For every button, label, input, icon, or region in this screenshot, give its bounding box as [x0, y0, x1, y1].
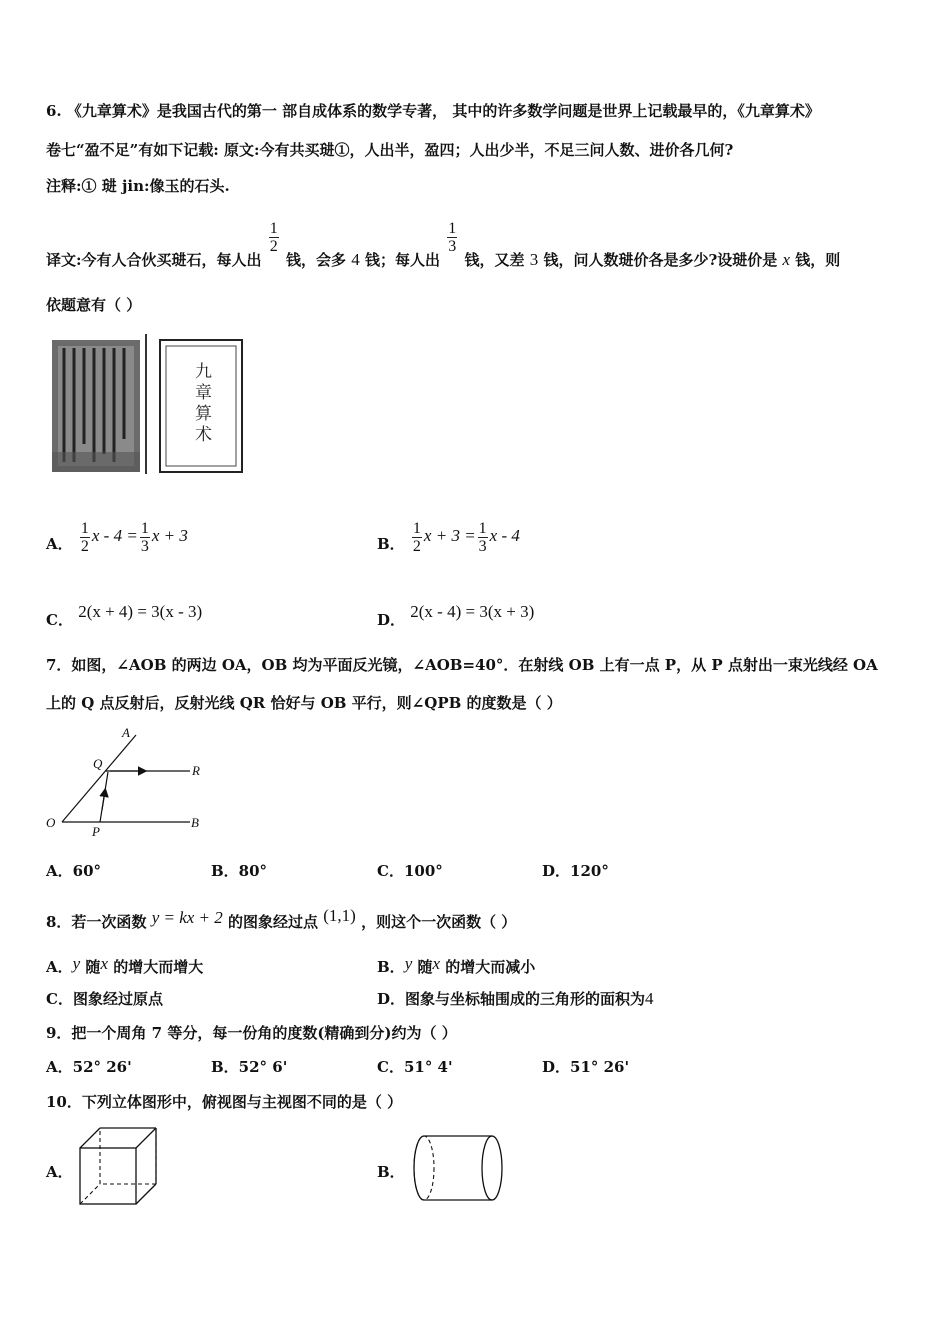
q8-function: y = kx + 2 [151, 908, 223, 927]
q9-option-d[interactable]: D．51° 26' [542, 1058, 630, 1076]
q8-stem-a: 8．若一次函数 [46, 913, 147, 931]
fraction-numerator: 1 [448, 220, 457, 237]
option-text: D．图象与坐标轴围成的三角形的面积为 [377, 990, 646, 1008]
var-y: y [404, 954, 413, 973]
arrow-pq [102, 791, 105, 810]
option-label: B． [377, 535, 405, 553]
q6-variable-x: x [782, 250, 791, 269]
q6-line4-d: 钱，又差 [464, 251, 525, 269]
fraction-numerator: 1 [80, 519, 89, 537]
q6-option-a[interactable] [46, 513, 188, 567]
ray-oa [62, 735, 136, 822]
fraction-half [412, 520, 422, 555]
q6-line4-a: 译文:今有人合伙买琎石，每人出 [46, 251, 262, 269]
label-p: P [92, 824, 100, 839]
q6-option-c[interactable] [46, 598, 202, 634]
q6-line4-e: 钱，问人数琎价各是多少?设琎价是 [543, 251, 778, 269]
q6-line-4 [46, 220, 840, 280]
q6-value-3: 3 [529, 250, 539, 269]
fraction-denominator: 2 [412, 537, 421, 555]
q7-option-c[interactable]: C．100° [377, 862, 443, 880]
fraction-half [80, 520, 90, 555]
q6-option-d[interactable] [377, 598, 534, 634]
option-expression: x + 3 = [423, 526, 476, 545]
fraction-third [140, 520, 150, 555]
q8-stem-b: 的图象经过点 [228, 913, 319, 931]
label-o: O [46, 815, 56, 830]
fraction-numerator: 1 [478, 519, 487, 537]
q6-line-5: 依题意有（ ） [46, 296, 142, 314]
q8-option-d[interactable] [377, 989, 654, 1009]
q7-line-2: 上的 Q 点反射后，反射光线 QR 恰好与 OB 平行，则∠QPB 的度数是（ ） [46, 694, 562, 712]
option-text: 的增大而增大 [113, 958, 204, 976]
q9-option-a[interactable]: A．52° 26' [46, 1058, 132, 1076]
q6-value-4: 4 [351, 250, 360, 269]
q10-option-a[interactable] [46, 1162, 73, 1182]
q8-option-a[interactable] [46, 954, 203, 977]
option-expression: x + 3 [151, 526, 188, 545]
q6-line-2: 卷七“盈不足”有如下记载: 原文:今有共买琎①，人出半，盈四；人出少半，不足三问人数、进价各几何? [46, 141, 734, 159]
option-label: D． [377, 611, 406, 629]
q6-line4-c: 钱；每人出 [365, 251, 441, 269]
q6-line-3: 注释:① 琎 jin:像玉的石头. [46, 177, 230, 195]
fraction-denominator: 2 [269, 238, 278, 255]
q8-point: (1,1) [323, 906, 356, 925]
option-expression: x - 4 = [91, 526, 138, 545]
q7-option-a[interactable]: A．60° [46, 862, 102, 880]
q10-stem: 10．下列立体图形中，俯视图与主视图不同的是（ ） [46, 1093, 403, 1111]
fraction-denominator: 3 [478, 537, 487, 555]
option-label: A． [46, 1163, 73, 1181]
var-x: x [100, 954, 108, 973]
q6-line4-b: 钱，会多 [286, 251, 347, 269]
q7-line-1: 7．如图，∠AOB 的两边 OA，OB 均为平面反光镜，∠AOB=40°．在射线 OB 上有一点 P，从 P 点射出一束光线经 OA [46, 656, 878, 674]
fraction-numerator: 1 [140, 519, 149, 537]
option-text: 随 [85, 958, 101, 976]
fraction-denominator: 3 [448, 238, 457, 255]
q8-option-b[interactable] [377, 954, 535, 977]
option-value: 4 [645, 989, 654, 1008]
q6-option-b[interactable] [377, 513, 520, 567]
fraction-numerator: 1 [412, 519, 421, 537]
label-b: B [191, 815, 199, 830]
var-x: x [432, 954, 441, 973]
option-expression: x - 4 [489, 526, 520, 545]
var-y: y [72, 954, 81, 973]
option-expression: 2(x - 4) = 3(x + 3) [410, 602, 535, 621]
option-label: C． [46, 611, 73, 629]
q7-diagram [40, 725, 220, 840]
option-expression: 2(x + 4) = 3(x - 3) [78, 602, 203, 621]
q10-option-b[interactable] [377, 1162, 405, 1182]
q9-option-b[interactable]: B．52° 6' [211, 1058, 288, 1076]
q9-stem: 9．把一个周角 7 等分，每一份角的度数(精确到分)约为（ ） [46, 1024, 457, 1042]
q6-line4-f: 钱，则 [795, 251, 841, 269]
label-r: R [192, 763, 200, 778]
cube-figure[interactable] [76, 1124, 166, 1209]
option-label: B． [377, 1163, 405, 1181]
q8-stem-c: ，则这个一次函数（ ） [361, 913, 517, 931]
fraction-denominator: 2 [80, 537, 89, 555]
fraction-half [269, 220, 279, 255]
fraction-third [478, 520, 488, 555]
option-label: B． [377, 958, 405, 976]
option-label: A． [46, 958, 73, 976]
book-title: 九章算术 [191, 362, 211, 446]
fraction-third [447, 220, 457, 255]
label-q: Q [93, 756, 103, 771]
cylinder-figure[interactable] [408, 1132, 508, 1207]
q6-line-1: 6. 《九章算术》是我国古代的第一 部自成体系的数学专著， 其中的许多数学问题是世界上记载最早的，《九章算术》 [46, 102, 820, 120]
fraction-denominator: 3 [140, 537, 149, 555]
q9-option-c[interactable]: C．51° 4' [377, 1058, 453, 1076]
label-a: A [122, 725, 130, 740]
q8-stem [46, 902, 516, 936]
q7-option-d[interactable]: D．120° [542, 862, 609, 880]
book-illustration [48, 334, 248, 479]
fraction-numerator: 1 [269, 220, 278, 237]
option-label: A． [46, 535, 73, 553]
option-text: 的增大而减小 [445, 958, 536, 976]
option-text: 随 [417, 958, 433, 976]
q7-option-b[interactable]: B．80° [211, 862, 268, 880]
q8-option-c[interactable]: C．图象经过原点 [46, 990, 163, 1008]
book-text-columns [64, 348, 124, 462]
